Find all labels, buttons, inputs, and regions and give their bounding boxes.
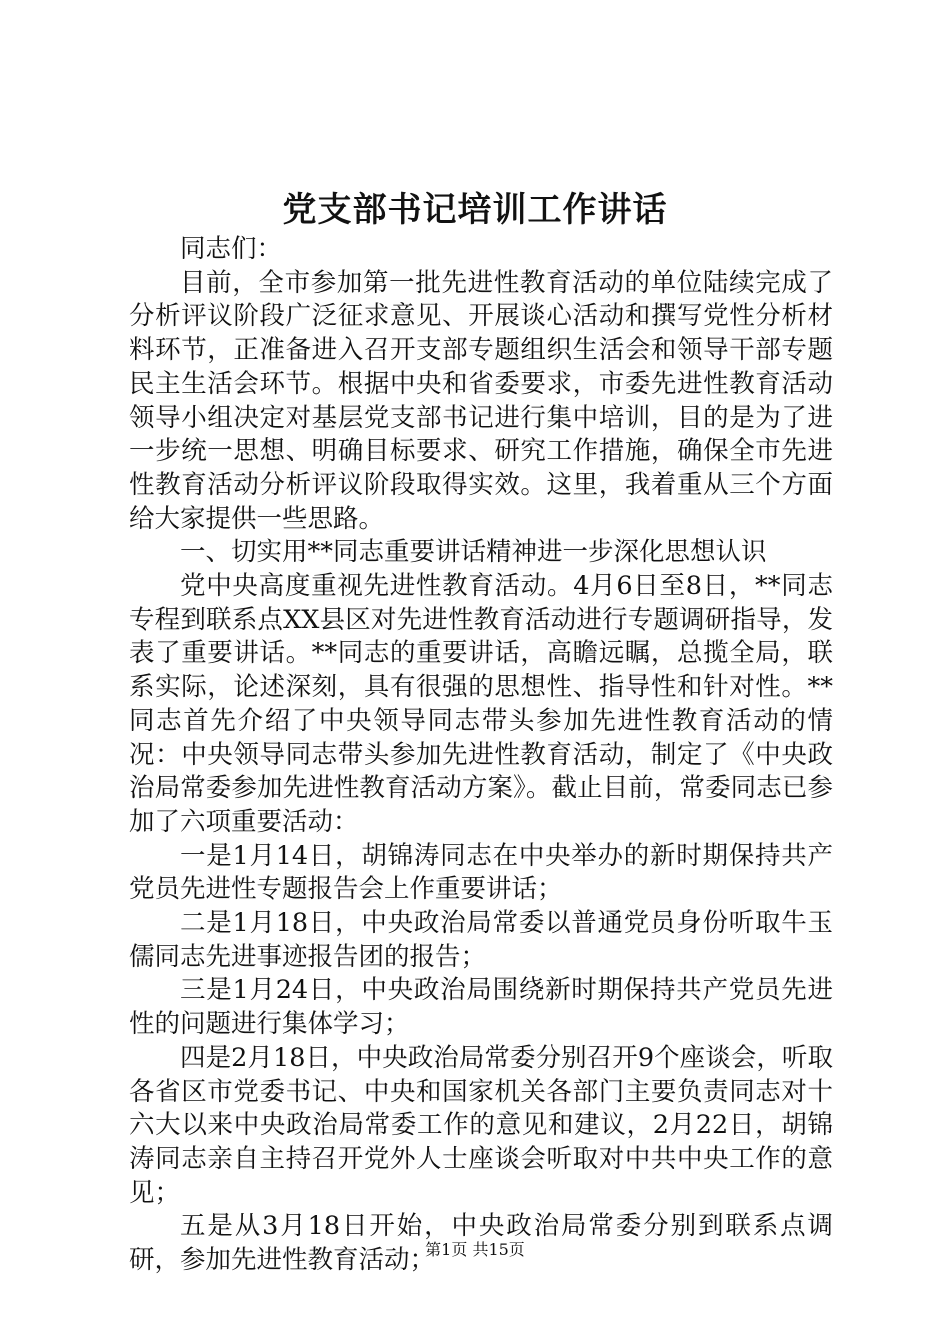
section-heading: 一、切实用**同志重要讲话精神进一步深化思想认识 [180,537,767,568]
document-title: 党支部书记培训工作讲话 [282,190,668,230]
list-item: 三是1月24日，中央政治局围绕新时期保持共产党员先进性的问题进行集体学习； [129,975,833,1040]
body-paragraph: 党中央高度重视先进性教育活动。4月6日至8日，**同志专程到联系点XX县区对先进性教育活动进行专题调研指导，发表了重要讲话。**同志的重要讲话，高瞻远瞩，总揽全局，联系实际，论述深刻，具有很强的思想性、指导性和针对性。**同志首先介绍了中央领导同志带头参加先进性教育活动的情况：中央领导同志带头参加先进性教育活动，制定了《中央政治局常委参加先进性教育活动方案》。截止目前，常委同志已参加了六项重要活动： [129,571,833,837]
page-number: 第1页 共15页 [425,1240,525,1259]
document-body [129,233,833,1278]
list-item: 五是从3月18日开始，中央政治局常委分别到联系点调研，参加先进性教育活动； [129,1211,833,1276]
salutation: 同志们： [180,234,283,264]
body-paragraph: 目前，全市参加第一批先进性教育活动的单位陆续完成了分析评议阶段广泛征求意见、开展谈心活动和撰写党性分析材料环节，正准备进入召开支部专题组织生活会和领导干部专题民主生活会环节。根据中央和省委要求，市委先进性教育活动领导小组决定对基层党支部书记进行集中培训，目的是为了进一步统一思想、明确目标要求、研究工作措施，确保全市先进性教育活动分析评议阶段取得实效。这里，我着重从三个方面给大家提供一些思路。 [129,267,833,534]
list-item: 四是2月18日，中央政治局常委分别召开9个座谈会，听取各省区市党委书记、中央和国家机关各部门主要负责同志对十六大以来中央政治局常委工作的意见和建议，2月22日，胡锦涛同志亲自主持召开党外人士座谈会听取对中共中央工作的意见； [129,1042,833,1208]
list-item: 二是1月18日，中央政治局常委以普通党员身份听取牛玉儒同志先进事迹报告团的报告； [129,908,833,972]
list-item: 一是1月14日，胡锦涛同志在中央举办的新时期保持共产党员先进性专题报告会上作重要讲话； [129,840,833,905]
